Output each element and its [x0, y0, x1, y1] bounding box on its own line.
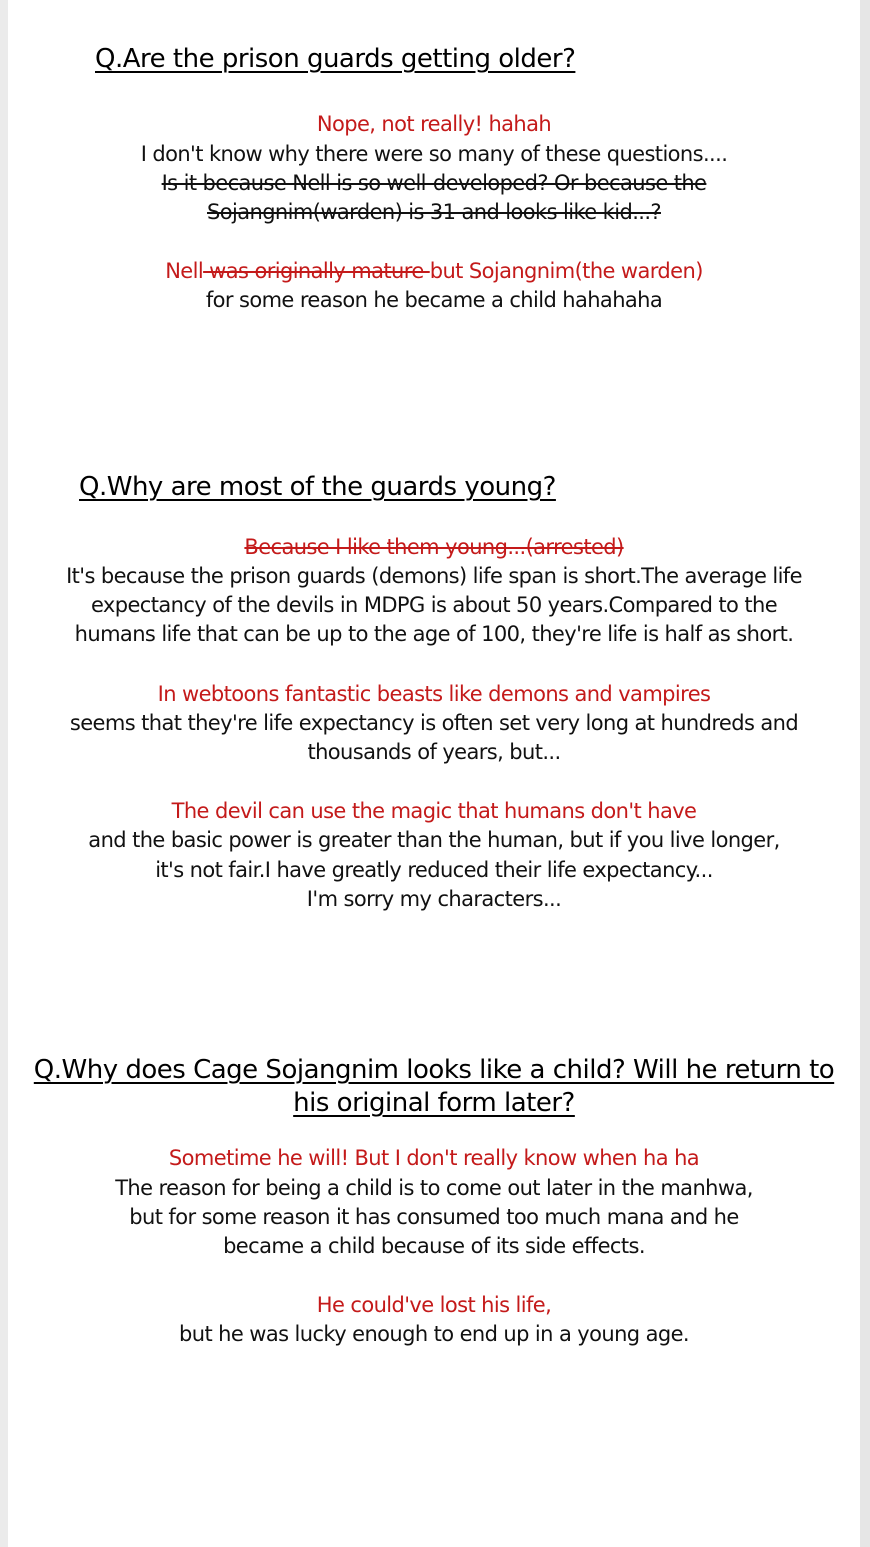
answer-highlight: He could've lost his life,	[316, 1293, 552, 1317]
document-page	[8, 0, 860, 1547]
strikethrough-part: was originally mature	[203, 259, 430, 283]
answer-text: it's not fair.I have greatly reduced their life expectancy...	[155, 858, 713, 882]
page-edge	[860, 0, 870, 1547]
question-guards-young: Q.Why are most of the guards young?	[79, 472, 556, 502]
strikethrough-highlight: Because I like them young...(arrested)	[244, 535, 624, 559]
strikethrough-text: Sojangnim(warden) is 31 and looks like kid...?	[207, 200, 661, 224]
answer-text: The reason for being a child is to come out later in the manhwa,	[115, 1176, 753, 1200]
answer-text: expectancy of the devils in MDPG is about 50 years.Compared to the	[90, 593, 778, 617]
question-prison-guards-older: Q.Are the prison guards getting older?	[95, 44, 576, 74]
answer-highlight: In webtoons fantastic beasts like demons and vampires	[157, 682, 711, 706]
answer-text: humans life that can be up to the age of 100, they're life is half as short.	[74, 622, 794, 646]
answer-text: thousands of years, but...	[307, 740, 561, 764]
strikethrough-text: Is it because Nell is so well-developed? Or because the	[161, 171, 707, 195]
answer-highlight: Nope, not really! hahah	[316, 112, 552, 136]
highlight-part: Nell	[165, 259, 204, 283]
answer-text: but he was lucky enough to end up in a young age.	[179, 1322, 689, 1346]
answer-text: seems that they're life expectancy is often set very long at hundreds and	[69, 711, 799, 735]
question-cage-sojangnim-child	[8, 1054, 860, 1120]
answer-text: I don't know why there were so many of these questions....	[140, 142, 728, 166]
answer-text: and the basic power is greater than the human, but if you live longer,	[88, 828, 780, 852]
answer-text: for some reason he became a child hahahaha	[205, 288, 663, 312]
answer-highlight: The devil can use the magic that humans don't have	[171, 799, 697, 823]
answer-highlight: Sometime he will! But I don't really know when ha ha	[168, 1146, 700, 1170]
answer-text: became a child because of its side effects.	[223, 1234, 645, 1258]
question-line: his original form later?	[293, 1088, 575, 1118]
answer-text: It's because the prison guards (demons) life span is short.The average life	[66, 564, 802, 588]
answer-text: but for some reason it has consumed too much mana and he	[129, 1205, 739, 1229]
answer-highlight-mixed	[8, 257, 860, 286]
question-line: Q.Why does Cage Sojangnim looks like a child? Will he return to	[33, 1055, 835, 1085]
answer-text: I'm sorry my characters...	[306, 887, 562, 911]
highlight-part: but Sojangnim(the warden)	[429, 259, 703, 283]
